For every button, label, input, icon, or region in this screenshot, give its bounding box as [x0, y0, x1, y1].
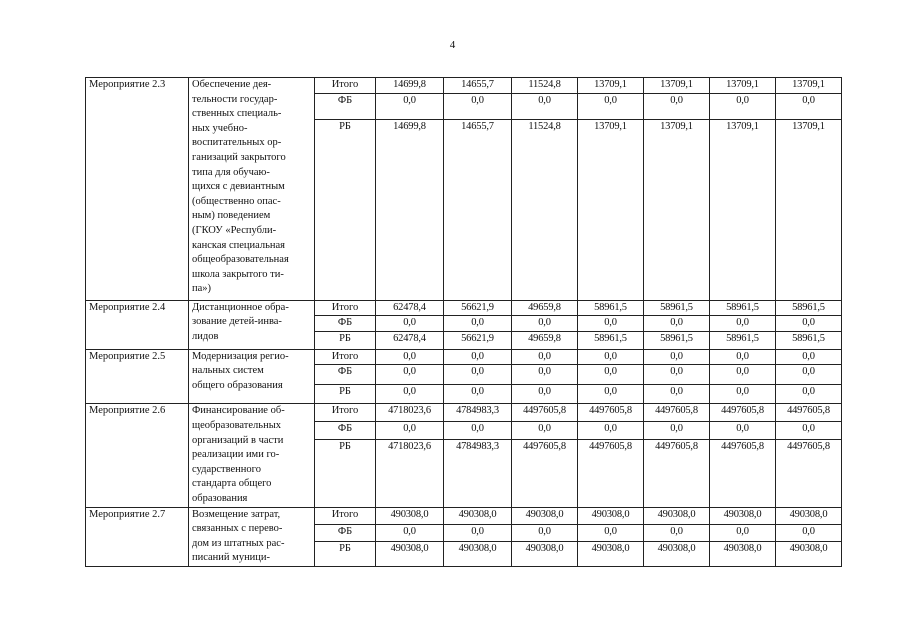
event-name-cell: Мероприятие 2.5 [86, 349, 189, 404]
event-description-cell [189, 300, 315, 349]
funding-source-cell: Итого [315, 78, 376, 94]
amount-cell: 4497605,8 [512, 404, 578, 422]
table-row [86, 78, 842, 94]
amount-cell: 0,0 [710, 422, 776, 440]
description-line: дом из штатных рас- [192, 537, 285, 549]
funding-source-cell: Итого [315, 349, 376, 365]
description-line: ственных специаль- [192, 108, 282, 120]
funding-source-cell: РБ [315, 439, 376, 507]
amount-cell: 490308,0 [376, 542, 444, 567]
funding-source-cell: ФБ [315, 316, 376, 332]
event-description-cell [189, 349, 315, 404]
description-line: ганизаций закрытого [192, 151, 286, 163]
table-row [86, 404, 842, 422]
amount-cell: 0,0 [578, 422, 644, 440]
table-row [86, 349, 842, 365]
amount-cell: 0,0 [512, 385, 578, 404]
amount-cell: 0,0 [644, 93, 710, 119]
amount-cell: 0,0 [376, 365, 444, 385]
amount-cell: 490308,0 [644, 507, 710, 524]
amount-cell: 62478,4 [376, 300, 444, 316]
amount-cell: 4497605,8 [578, 439, 644, 507]
table-row [86, 507, 842, 524]
event-name-cell: Мероприятие 2.7 [86, 507, 189, 566]
amount-cell: 0,0 [578, 316, 644, 332]
amount-cell: 13709,1 [710, 78, 776, 94]
amount-cell: 0,0 [376, 349, 444, 365]
amount-cell: 0,0 [710, 365, 776, 385]
amount-cell: 490308,0 [710, 507, 776, 524]
description-line: (ГКОУ «Республи- [192, 224, 277, 236]
funding-source-cell: ФБ [315, 365, 376, 385]
amount-cell: 0,0 [512, 422, 578, 440]
amount-cell: 0,0 [444, 524, 512, 541]
amount-cell: 14655,7 [444, 119, 512, 300]
amount-cell: 4497605,8 [776, 439, 842, 507]
amount-cell: 490308,0 [776, 507, 842, 524]
amount-cell: 0,0 [644, 385, 710, 404]
amount-cell: 0,0 [444, 365, 512, 385]
amount-cell: 49659,8 [512, 331, 578, 349]
funding-source-cell: РБ [315, 331, 376, 349]
amount-cell: 56621,9 [444, 331, 512, 349]
description-line: Модернизация регио- [192, 350, 289, 362]
amount-cell: 0,0 [376, 316, 444, 332]
amount-cell: 490308,0 [444, 507, 512, 524]
amount-cell: 0,0 [376, 524, 444, 541]
amount-cell: 0,0 [444, 93, 512, 119]
description-line: сударственного [192, 463, 261, 475]
amount-cell: 0,0 [444, 385, 512, 404]
description-line: писаний муници- [192, 552, 271, 564]
amount-cell: 11524,8 [512, 119, 578, 300]
amount-cell: 0,0 [776, 365, 842, 385]
amount-cell: 58961,5 [776, 300, 842, 316]
amount-cell: 0,0 [376, 93, 444, 119]
amount-cell: 0,0 [578, 385, 644, 404]
amount-cell: 490308,0 [376, 507, 444, 524]
amount-cell: 13709,1 [776, 78, 842, 94]
amount-cell: 4497605,8 [512, 439, 578, 507]
amount-cell: 490308,0 [578, 507, 644, 524]
amount-cell: 4497605,8 [644, 404, 710, 422]
amount-cell: 0,0 [710, 93, 776, 119]
amount-cell: 49659,8 [512, 300, 578, 316]
amount-cell: 490308,0 [578, 542, 644, 567]
amount-cell: 0,0 [376, 385, 444, 404]
description-line: общеобразовательная [192, 254, 289, 266]
amount-cell: 13709,1 [578, 78, 644, 94]
amount-cell: 4497605,8 [776, 404, 842, 422]
amount-cell: 58961,5 [710, 331, 776, 349]
amount-cell: 490308,0 [444, 542, 512, 567]
amount-cell: 4784983,3 [444, 404, 512, 422]
amount-cell: 4497605,8 [710, 404, 776, 422]
event-name-cell: Мероприятие 2.6 [86, 404, 189, 507]
funding-source-cell: Итого [315, 404, 376, 422]
amount-cell: 0,0 [644, 316, 710, 332]
amount-cell: 0,0 [444, 316, 512, 332]
description-line: организаций в части [192, 434, 284, 446]
amount-cell: 58961,5 [644, 300, 710, 316]
amount-cell: 0,0 [512, 524, 578, 541]
description-line: общего образования [192, 379, 283, 391]
amount-cell: 0,0 [776, 422, 842, 440]
amount-cell: 490308,0 [512, 542, 578, 567]
amount-cell: 58961,5 [644, 331, 710, 349]
description-line: Финансирование об- [192, 405, 285, 417]
amount-cell: 0,0 [578, 93, 644, 119]
amount-cell: 0,0 [578, 524, 644, 541]
funding-source-cell: РБ [315, 385, 376, 404]
amount-cell: 58961,5 [578, 331, 644, 349]
description-line: стандарта общего [192, 478, 272, 490]
description-line: ным) поведением [192, 210, 271, 222]
funding-source-cell: РБ [315, 542, 376, 567]
amount-cell: 0,0 [776, 93, 842, 119]
funding-source-cell: ФБ [315, 524, 376, 541]
funding-source-cell: РБ [315, 119, 376, 300]
amount-cell: 62478,4 [376, 331, 444, 349]
description-line: связанных с перево- [192, 523, 283, 535]
amount-cell: 0,0 [710, 316, 776, 332]
amount-cell: 13709,1 [644, 119, 710, 300]
description-line: (общественно опас- [192, 195, 281, 207]
table-body [86, 78, 842, 567]
description-line: Дистанционное обра- [192, 301, 289, 313]
description-line: Возмещение затрат, [192, 508, 281, 520]
amount-cell: 0,0 [644, 524, 710, 541]
amount-cell: 13709,1 [776, 119, 842, 300]
description-line: зование детей-инва- [192, 316, 282, 328]
amount-cell: 0,0 [578, 365, 644, 385]
amount-cell: 0,0 [776, 349, 842, 365]
amount-cell: 490308,0 [512, 507, 578, 524]
amount-cell: 13709,1 [644, 78, 710, 94]
amount-cell: 13709,1 [710, 119, 776, 300]
amount-cell: 4784983,3 [444, 439, 512, 507]
description-line: щеобразовательных [192, 419, 281, 431]
funding-source-cell: ФБ [315, 93, 376, 119]
description-line: ных учебно- [192, 122, 248, 134]
amount-cell: 4497605,8 [644, 439, 710, 507]
event-description-cell [189, 404, 315, 507]
description-line: типа для обучаю- [192, 166, 270, 178]
description-line: канская специальная [192, 239, 286, 251]
event-description-cell [189, 507, 315, 566]
description-line: реализации ими го- [192, 449, 280, 461]
amount-cell: 56621,9 [444, 300, 512, 316]
description-line: школа закрытого ти- [192, 268, 284, 280]
amount-cell: 490308,0 [710, 542, 776, 567]
amount-cell: 4497605,8 [710, 439, 776, 507]
amount-cell: 0,0 [710, 524, 776, 541]
description-line: щихся с девиантным [192, 181, 285, 193]
amount-cell: 14699,8 [376, 119, 444, 300]
amount-cell: 11524,8 [512, 78, 578, 94]
amount-cell: 0,0 [512, 349, 578, 365]
event-description-cell [189, 78, 315, 301]
description-line: па») [192, 283, 212, 295]
amount-cell: 4497605,8 [578, 404, 644, 422]
amount-cell: 0,0 [376, 422, 444, 440]
amount-cell: 490308,0 [776, 542, 842, 567]
amount-cell: 0,0 [644, 349, 710, 365]
amount-cell: 0,0 [512, 316, 578, 332]
amount-cell: 58961,5 [776, 331, 842, 349]
funding-source-cell: ФБ [315, 422, 376, 440]
description-line: нальных систем [192, 365, 264, 377]
amount-cell: 4718023,6 [376, 439, 444, 507]
amount-cell: 13709,1 [578, 119, 644, 300]
amount-cell: 490308,0 [644, 542, 710, 567]
amount-cell: 0,0 [444, 349, 512, 365]
amount-cell: 0,0 [444, 422, 512, 440]
amount-cell: 58961,5 [578, 300, 644, 316]
event-name-cell: Мероприятие 2.3 [86, 78, 189, 301]
amount-cell: 0,0 [644, 365, 710, 385]
page-number: 4 [449, 39, 456, 51]
amount-cell: 58961,5 [710, 300, 776, 316]
description-line: образования [192, 492, 248, 504]
event-name-cell: Мероприятие 2.4 [86, 300, 189, 349]
amount-cell: 14699,8 [376, 78, 444, 94]
amount-cell: 0,0 [710, 349, 776, 365]
funding-table [85, 77, 842, 567]
description-line: тельности государ- [192, 93, 278, 105]
amount-cell: 0,0 [710, 385, 776, 404]
amount-cell: 14655,7 [444, 78, 512, 94]
description-line: лидов [192, 330, 219, 342]
amount-cell: 0,0 [776, 385, 842, 404]
amount-cell: 0,0 [776, 316, 842, 332]
amount-cell: 0,0 [512, 93, 578, 119]
description-line: воспитательных ор- [192, 137, 282, 149]
amount-cell: 0,0 [644, 422, 710, 440]
table-row [86, 300, 842, 316]
amount-cell: 4718023,6 [376, 404, 444, 422]
description-line: Обеспечение дея- [192, 79, 272, 90]
funding-source-cell: Итого [315, 300, 376, 316]
amount-cell: 0,0 [776, 524, 842, 541]
amount-cell: 0,0 [512, 365, 578, 385]
funding-source-cell: Итого [315, 507, 376, 524]
amount-cell: 0,0 [578, 349, 644, 365]
